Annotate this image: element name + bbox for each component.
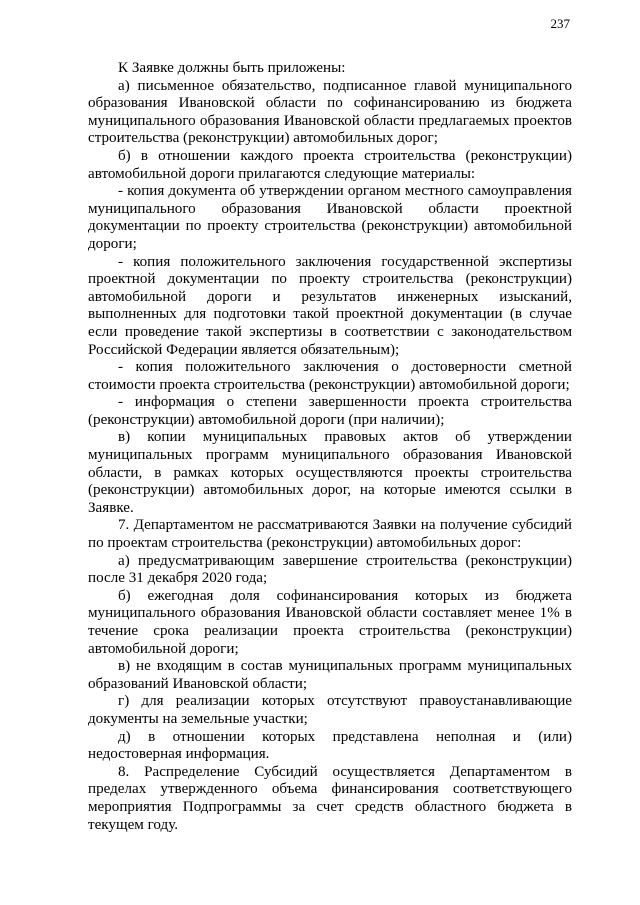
document-body <box>88 60 572 834</box>
paragraph-7-item-b: б) ежегодная доля софинансирования которых из бюджета муниципального образования Ивановской области составляет менее 1% в течение срока реализации проекта строительства (реконструкции) автомобильной дороги; <box>88 587 572 657</box>
paragraph-dash-completion-info: - информация о степени завершенности проекта строительства (реконструкции) автомобильной дороги (при наличии); <box>88 394 572 428</box>
paragraph-section-7: 7. Департаментом не рассматриваются Заявки на получение субсидий по проектам строительства (реконструкции) автомобильных дорог: <box>88 517 572 552</box>
paragraph-dash-expertise-copy: - копия положительного заключения государственной экспертизы проектной документации по проекту строительства (реконструкции) автомобильной дороги и результатов инженерных изысканий, выполненных для подготовки такой проектной документации (в случае если проведение такой экспертизы в соответствии с законодательством Российской Федерации является обязательным); <box>88 253 572 358</box>
paragraph-item-v: в) копии муниципальных правовых актов об утверждении муниципальных программ муниципального образования Ивановской области, в рамках которых осуществляются проекты строительства (реконструкции) автомобильных дорог, на которые имеются ссылки в Заявке. <box>88 429 572 516</box>
paragraph-dash-estimate-copy: - копия положительного заключения о достоверности сметной стоимости проекта строительства (реконструкции) автомобильной дороги; <box>88 359 572 393</box>
paragraph-item-a: а) письменное обязательство, подписанное главой муниципального образования Ивановской области по софинансированию из бюджета муниципального образования Ивановской области предлагаемых проектов строительства (реконструкции) автомобильных дорог; <box>88 77 572 147</box>
paragraph-dash-approval-copy: - копия документа об утверждении органом местного самоуправления муниципального образования Ивановской области проектной документации по проекту строительства (реконструкции) автомобильной дороги; <box>88 183 572 252</box>
paragraph-7-item-d: д) в отношении которых представлена неполная и (или) недостоверная информация. <box>88 728 572 763</box>
paragraph-section-8: 8. Распределение Субсидий осуществляется Департаментом в пределах утвержденного объема финансирования соответствующего мероприятия Подпрограммы за счет средств областного бюджета в текущем году. <box>88 763 572 833</box>
paragraph-item-b: б) в отношении каждого проекта строительства (реконструкции) автомобильной дороги прилагаются следующие материалы: <box>88 147 572 182</box>
paragraph-7-item-g: г) для реализации которых отсутствуют правоустанавливающие документы на земельные участки; <box>88 693 572 727</box>
paragraph-7-item-a: а) предусматривающим завершение строительства (реконструкции) после 31 декабря 2020 года; <box>88 552 572 587</box>
paragraph-7-item-v: в) не входящим в состав муниципальных программ муниципальных образований Ивановской области; <box>88 658 572 692</box>
page-number: 237 <box>550 16 570 31</box>
paragraph-attachments-intro: К Заявке должны быть приложены: <box>118 60 346 76</box>
